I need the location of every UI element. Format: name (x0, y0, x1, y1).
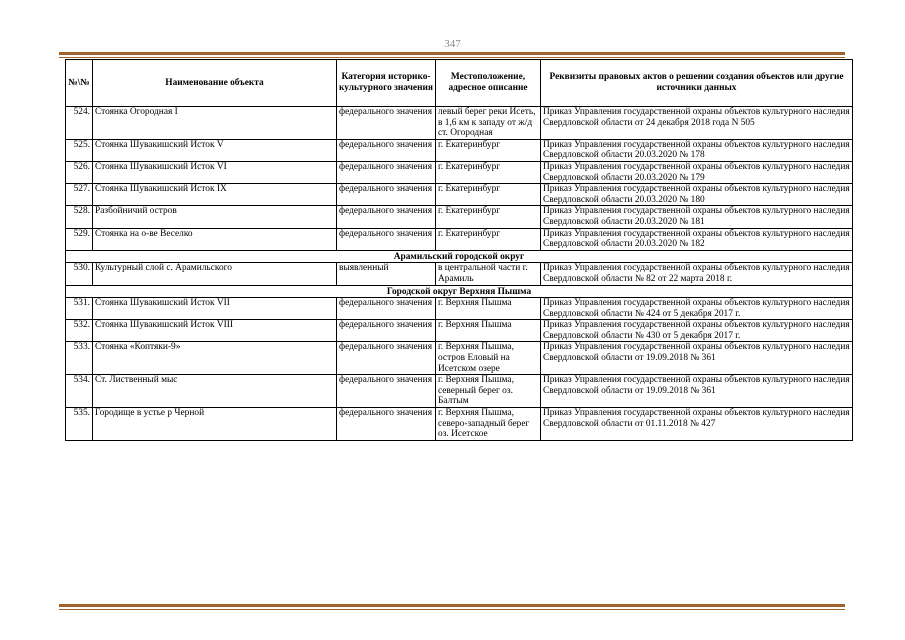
object-category: федерального значения (337, 206, 436, 228)
column-header-documents: Реквизиты правовых актов о решении создания объектов или другие источники данных (541, 60, 853, 107)
object-category: федерального значения (337, 320, 436, 342)
table-row (66, 161, 853, 183)
object-location: г. Екатеринбург (436, 161, 541, 183)
object-location: левый берег реки Исеть, в 1,6 км к западу от ж/д ст. Огородная (436, 107, 541, 140)
section-title: Арамильский городской округ (66, 250, 853, 263)
column-header-name: Наименование объекта (93, 60, 337, 107)
object-name: Городище в устье р Черной (93, 408, 337, 441)
object-location: г. Верхняя Пышма (436, 298, 541, 320)
row-number: 533. (66, 342, 93, 375)
row-number: 526. (66, 161, 93, 183)
row-number: 529. (66, 228, 93, 250)
table-row (66, 206, 853, 228)
object-name: Стоянка Шувакишский Исток IX (93, 184, 337, 206)
legal-reference: Приказ Управления государственной охраны объектов культурного наследия Свердловской области от 24 декабря 2018 года N 505 (541, 107, 853, 140)
object-name: Культурный слой с. Арамильского (93, 263, 337, 285)
row-number: 525. (66, 139, 93, 161)
row-number: 527. (66, 184, 93, 206)
section-row (66, 250, 853, 263)
object-name: Стоянка Огородная I (93, 107, 337, 140)
row-number: 531. (66, 298, 93, 320)
row-number: 535. (66, 408, 93, 441)
row-number: 530. (66, 263, 93, 285)
table-row (66, 107, 853, 140)
legal-reference: Приказ Управления государственной охраны объектов культурного наследия Свердловской области от 01.11.2018 № 427 (541, 408, 853, 441)
object-name: Стоянка Шувакишский Исток VII (93, 298, 337, 320)
footer-rule (59, 604, 845, 607)
legal-reference: Приказ Управления государственной охраны объектов культурного наследия Свердловской области от 19.09.2018 № 361 (541, 342, 853, 375)
table-row (66, 263, 853, 285)
object-name: Стоянка «Коптяки-9» (93, 342, 337, 375)
object-category: федерального значения (337, 161, 436, 183)
object-name: Стоянка Шувакишский Исток VIII (93, 320, 337, 342)
header-rule-thin (59, 57, 845, 58)
table-row (66, 408, 853, 441)
object-name: Ст. Лиственный мыс (93, 375, 337, 408)
table-row (66, 184, 853, 206)
heritage-objects-table (65, 59, 853, 441)
object-category: федерального значения (337, 298, 436, 320)
table-row (66, 375, 853, 408)
legal-reference: Приказ Управления государственной охраны объектов культурного наследия Свердловской области № 424 от 5 декабря 2017 г. (541, 298, 853, 320)
page-number: 347 (444, 38, 461, 50)
section-title: Городской округ Верхняя Пышма (66, 285, 853, 298)
row-number: 532. (66, 320, 93, 342)
footer-rule-thin (59, 609, 845, 610)
object-location: г. Верхняя Пышма (436, 320, 541, 342)
object-name: Стоянка на о-ве Веселко (93, 228, 337, 250)
table-row (66, 342, 853, 375)
column-header-number: №\№ (66, 60, 93, 107)
object-category: федерального значения (337, 228, 436, 250)
legal-reference: Приказ Управления государственной охраны объектов культурного наследия Свердловской области 20.03.2020 № 182 (541, 228, 853, 250)
object-location: г. Екатеринбург (436, 184, 541, 206)
legal-reference: Приказ Управления государственной охраны объектов культурного наследия Свердловской области № 430 от 5 декабря 2017 г. (541, 320, 853, 342)
object-category: федерального значения (337, 342, 436, 375)
object-name: Разбойничий остров (93, 206, 337, 228)
object-category: федерального значения (337, 107, 436, 140)
legal-reference: Приказ Управления государственной охраны объектов культурного наследия Свердловской области № 82 от 22 марта 2018 г. (541, 263, 853, 285)
legal-reference: Приказ Управления государственной охраны объектов культурного наследия Свердловской области 20.03.2020 № 181 (541, 206, 853, 228)
object-location: в центральной части г. Арамиль (436, 263, 541, 285)
object-name: Стоянка Шувакишский Исток VI (93, 161, 337, 183)
object-category: выявленный (337, 263, 436, 285)
table-row (66, 298, 853, 320)
legal-reference: Приказ Управления государственной охраны объектов культурного наследия Свердловской области 20.03.2020 № 180 (541, 184, 853, 206)
object-category: федерального значения (337, 408, 436, 441)
row-number: 524. (66, 107, 93, 140)
object-location: г. Верхняя Пышма, остров Еловый на Исетском озере (436, 342, 541, 375)
column-header-location: Местоположение, адресное описание (436, 60, 541, 107)
object-location: г. Екатеринбург (436, 206, 541, 228)
object-location: г. Верхняя Пышма, северо-западный берег оз. Исетское (436, 408, 541, 441)
table-row (66, 228, 853, 250)
section-row (66, 285, 853, 298)
object-location: г. Екатеринбург (436, 228, 541, 250)
table-body (66, 107, 853, 441)
object-category: федерального значения (337, 139, 436, 161)
legal-reference: Приказ Управления государственной охраны объектов культурного наследия Свердловской области 20.03.2020 № 178 (541, 139, 853, 161)
row-number: 534. (66, 375, 93, 408)
table-row (66, 139, 853, 161)
row-number: 528. (66, 206, 93, 228)
object-location: г. Верхняя Пышма, северный берег оз. Балтым (436, 375, 541, 408)
object-location: г. Екатеринбург (436, 139, 541, 161)
legal-reference: Приказ Управления государственной охраны объектов культурного наследия Свердловской области 20.03.2020 № 179 (541, 161, 853, 183)
table-header-row (66, 60, 853, 107)
object-category: федерального значения (337, 375, 436, 408)
header-rule (59, 52, 845, 55)
object-name: Стоянка Шувакишский Исток V (93, 139, 337, 161)
legal-reference: Приказ Управления государственной охраны объектов культурного наследия Свердловской области от 19.09.2018 № 361 (541, 375, 853, 408)
object-category: федерального значения (337, 184, 436, 206)
column-header-category: Категория историко-культурного значения (337, 60, 436, 107)
table-row (66, 320, 853, 342)
